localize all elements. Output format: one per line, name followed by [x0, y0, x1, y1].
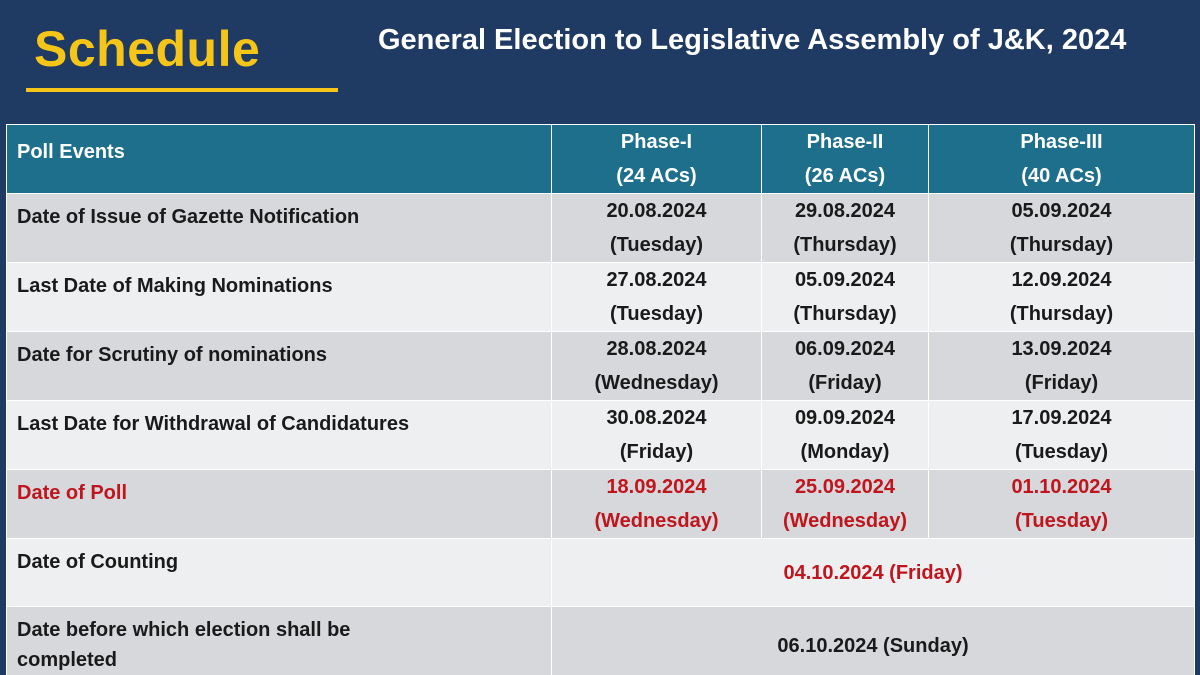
- subtitle: General Election to Legislative Assembly of J&K, 2024: [378, 24, 1127, 56]
- phase-1-cell: [552, 401, 762, 470]
- day: (Tuesday): [610, 234, 703, 256]
- completion-label: Date before which election shall be completed: [17, 619, 351, 671]
- phase-3-cell: [929, 194, 1195, 263]
- day: (Thursday): [1009, 303, 1114, 325]
- date: 06.09.2024: [794, 338, 896, 360]
- column-header-phase-1: [552, 125, 762, 194]
- event-label: Last Date for Withdrawal of Candidatures: [7, 401, 552, 470]
- date: 20.08.2024: [606, 200, 707, 222]
- table-row: [7, 332, 1195, 401]
- date: 18.09.2024: [606, 476, 707, 498]
- phase-2-cell: [762, 332, 929, 401]
- day: (Thursday): [1009, 234, 1114, 256]
- day: (Friday): [619, 441, 694, 463]
- day: (Tuesday): [1015, 510, 1108, 532]
- event-label: Date of Issue of Gazette Notification: [7, 194, 552, 263]
- column-header-label: Phase-II: [806, 131, 884, 153]
- column-header-label: Poll Events: [17, 141, 125, 163]
- phase-1-cell: [552, 332, 762, 401]
- day: (Wednesday): [782, 510, 908, 532]
- date: 17.09.2024: [1011, 407, 1112, 429]
- day: (Thursday): [793, 303, 897, 325]
- day: (Friday): [808, 372, 882, 394]
- title-underline: [26, 88, 338, 92]
- day: (Friday): [1024, 372, 1099, 394]
- date: 05.09.2024: [794, 269, 896, 291]
- phase-1-cell: [552, 470, 762, 539]
- day: (Tuesday): [1015, 441, 1108, 463]
- table-row: [7, 263, 1195, 332]
- date: 13.09.2024: [1011, 338, 1112, 360]
- column-header-phase-3: [929, 125, 1195, 194]
- date: 28.08.2024: [606, 338, 707, 360]
- date: 01.10.2024: [1011, 476, 1112, 498]
- event-label: Last Date of Making Nominations: [7, 263, 552, 332]
- phase-1-cell: [552, 263, 762, 332]
- event-label: Date of Poll: [7, 470, 552, 539]
- table-row-counting: [7, 539, 1195, 607]
- phase-2-cell: [762, 470, 929, 539]
- schedule-table: [6, 124, 1194, 671]
- event-label: Date for Scrutiny of nominations: [7, 332, 552, 401]
- column-header-label: Phase-I: [620, 131, 693, 153]
- phase-1-cell: [552, 194, 762, 263]
- date: 30.08.2024: [606, 407, 707, 429]
- schedule-title: Schedule: [34, 21, 261, 77]
- phase-3-cell: [929, 263, 1195, 332]
- phase-3-cell: [929, 401, 1195, 470]
- column-header-sub: (26 ACs): [804, 165, 886, 187]
- date: 05.09.2024: [1011, 200, 1112, 222]
- counting-date: 04.10.2024 (Friday): [552, 539, 1195, 607]
- table-header-row: [7, 125, 1195, 194]
- table-row-completion: [7, 607, 1195, 675]
- phase-2-cell: [762, 263, 929, 332]
- date: 29.08.2024: [794, 200, 896, 222]
- header: [0, 0, 1200, 125]
- event-label: Date of Counting: [7, 539, 552, 607]
- phase-2-cell: [762, 401, 929, 470]
- column-header-label: Phase-III: [1020, 131, 1103, 153]
- day: (Monday): [800, 441, 890, 463]
- column-header-phase-2: [762, 125, 929, 194]
- day: (Thursday): [793, 234, 897, 256]
- day: (Wednesday): [594, 372, 719, 394]
- date: 09.09.2024: [794, 407, 896, 429]
- event-label: [7, 607, 552, 675]
- date: 27.08.2024: [606, 269, 707, 291]
- column-header-sub: (40 ACs): [1021, 165, 1102, 187]
- column-header-poll-events: [7, 125, 552, 194]
- date: 12.09.2024: [1011, 269, 1112, 291]
- day: (Tuesday): [610, 303, 703, 325]
- table-row-date-of-poll: [7, 470, 1195, 539]
- completion-date: 06.10.2024 (Sunday): [552, 607, 1195, 675]
- column-header-sub: (24 ACs): [616, 165, 697, 187]
- table-row: [7, 194, 1195, 263]
- phase-2-cell: [762, 194, 929, 263]
- date: 25.09.2024: [794, 476, 896, 498]
- phase-3-cell: [929, 332, 1195, 401]
- table-row: [7, 401, 1195, 470]
- day: (Wednesday): [594, 510, 719, 532]
- phase-3-cell: [929, 470, 1195, 539]
